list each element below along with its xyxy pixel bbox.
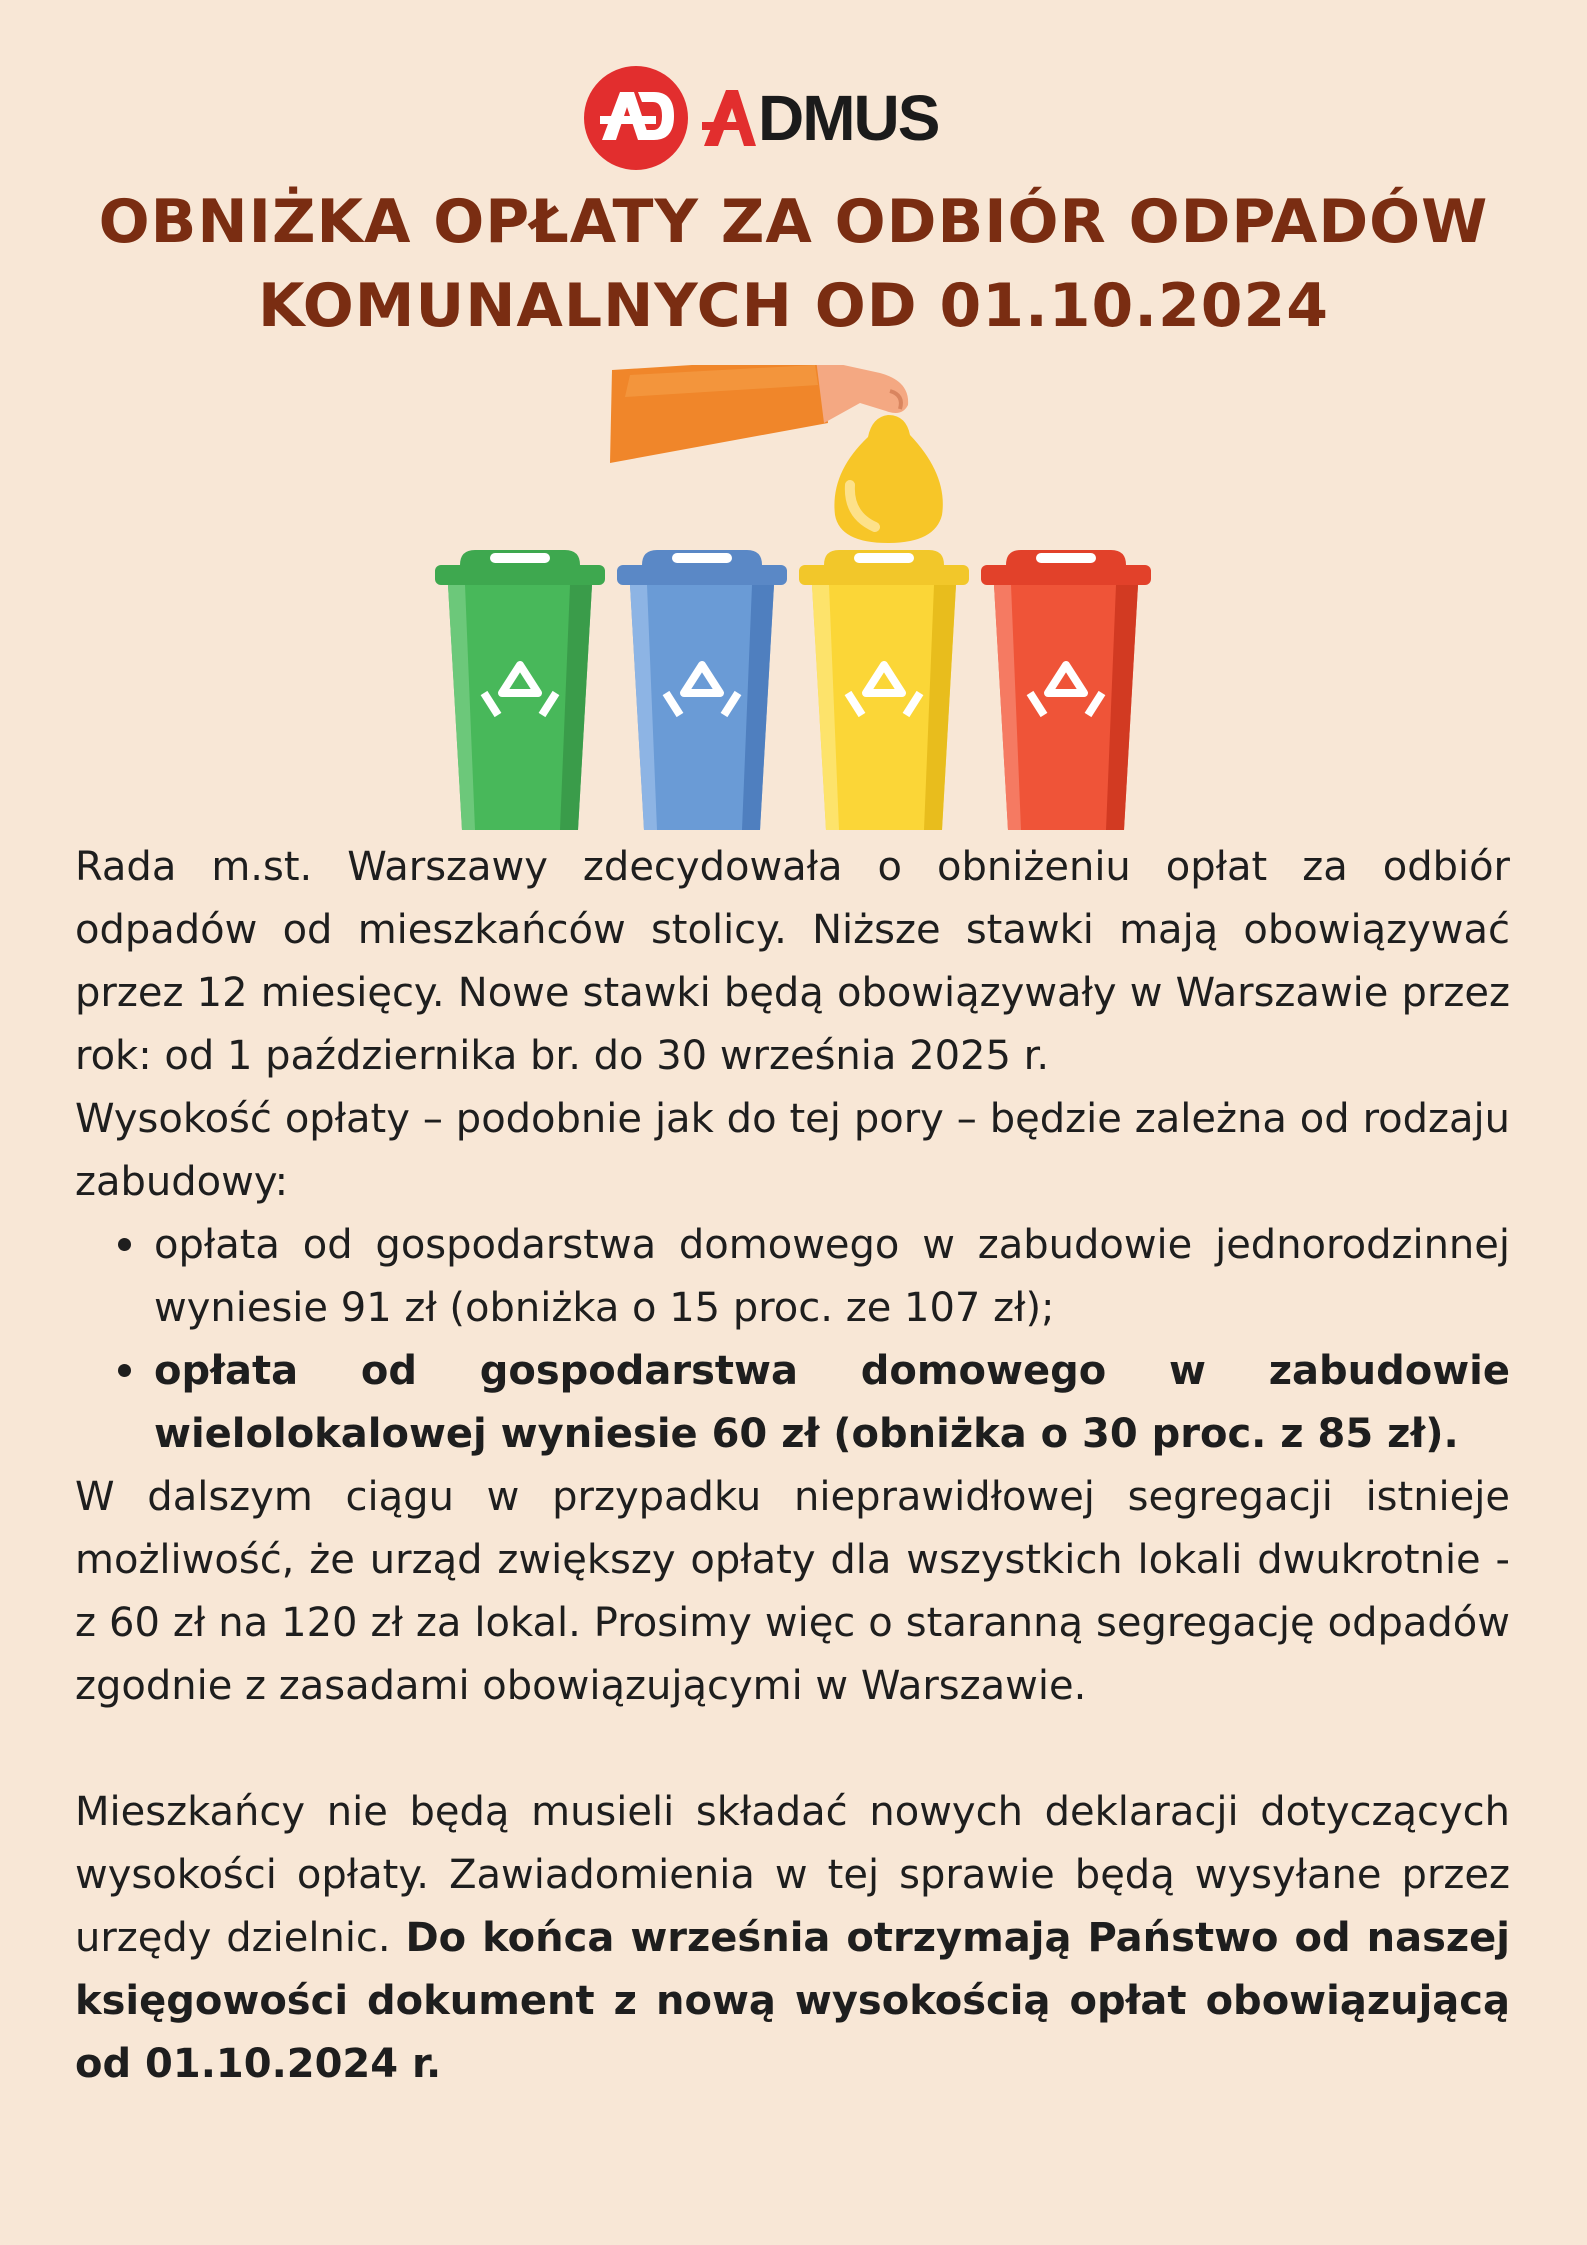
red-bin bbox=[981, 550, 1151, 830]
paragraph-spacer bbox=[75, 1718, 1510, 1781]
a-mark-icon bbox=[702, 88, 758, 148]
recycling-bins-illustration bbox=[420, 365, 1180, 835]
admus-logo bbox=[580, 62, 938, 174]
paragraph-fee-dependency: Wysokość opłaty – podobnie jak do tej pory – będzie zależna od rodzaju zabudowy: bbox=[75, 1096, 1510, 1205]
declarations-bold-text: Do końca września otrzymają Państwo od naszej księgowości dokument z nową wysokością opłat obowiązującą od 01.10.2024 r. bbox=[75, 1915, 1511, 2087]
paragraph-segregation-warning: W dalszym ciągu w przypadku nieprawidłowej segregacji istnieje możliwość, że urząd zwiększy opłaty dla wszystkich lokali dwukrotnie - z 60 zł na 120 zł za lokal. Prosimy więc o staranną segregację odpadów zgodnie z zasadami obowiązującymi w Warszawie. bbox=[75, 1474, 1510, 1709]
admus-wordmark bbox=[702, 82, 939, 154]
wordmark-text: DMUS bbox=[758, 82, 939, 154]
admus-badge-icon bbox=[580, 62, 692, 174]
green-bin bbox=[435, 550, 605, 830]
list-item-single-family: opłata od gospodarstwa domowego w zabudowie jednorodzinnej wyniesie 91 zł (obniżka o 15 proc. ze 107 zł); bbox=[154, 1214, 1510, 1340]
yellow-bag-icon bbox=[834, 415, 942, 543]
yellow-bin bbox=[799, 550, 969, 830]
declarations-text: Mieszkańcy nie będą musieli składać nowych deklaracji dotyczących wysokości opłaty. Zawiadomienia w tej sprawie będą wysyłane przez urzędy dzielnic. bbox=[75, 1789, 1510, 1961]
blue-bin bbox=[617, 550, 787, 830]
fee-list bbox=[75, 1214, 1510, 1466]
list-item-multi-family: opłata od gospodarstwa domowego w zabudowie wielolokalowej wyniesie 60 zł (obniżka o 30 proc. z 85 zł). bbox=[154, 1340, 1510, 1466]
paragraph-rates-decision: Rada m.st. Warszawy zdecydowała o obniżeniu opłat za odbiór odpadów od mieszkańców stolicy. Niższe stawki mają obowiązywać przez 12 miesięcy. Nowe stawki będą obowiązywały w Warszawie przez rok: od 1 października br. do 30 września 2025 r. bbox=[75, 844, 1510, 1079]
title-line-2: KOMUNALNYCH OD 01.10.2024 bbox=[257, 271, 1330, 341]
page-title bbox=[60, 180, 1527, 348]
title-line-1: OBNIŻKA OPŁATY ZA ODBIÓR ODPADÓW bbox=[98, 187, 1489, 257]
paragraph-declarations bbox=[75, 1781, 1510, 2096]
article-body bbox=[75, 836, 1510, 2096]
